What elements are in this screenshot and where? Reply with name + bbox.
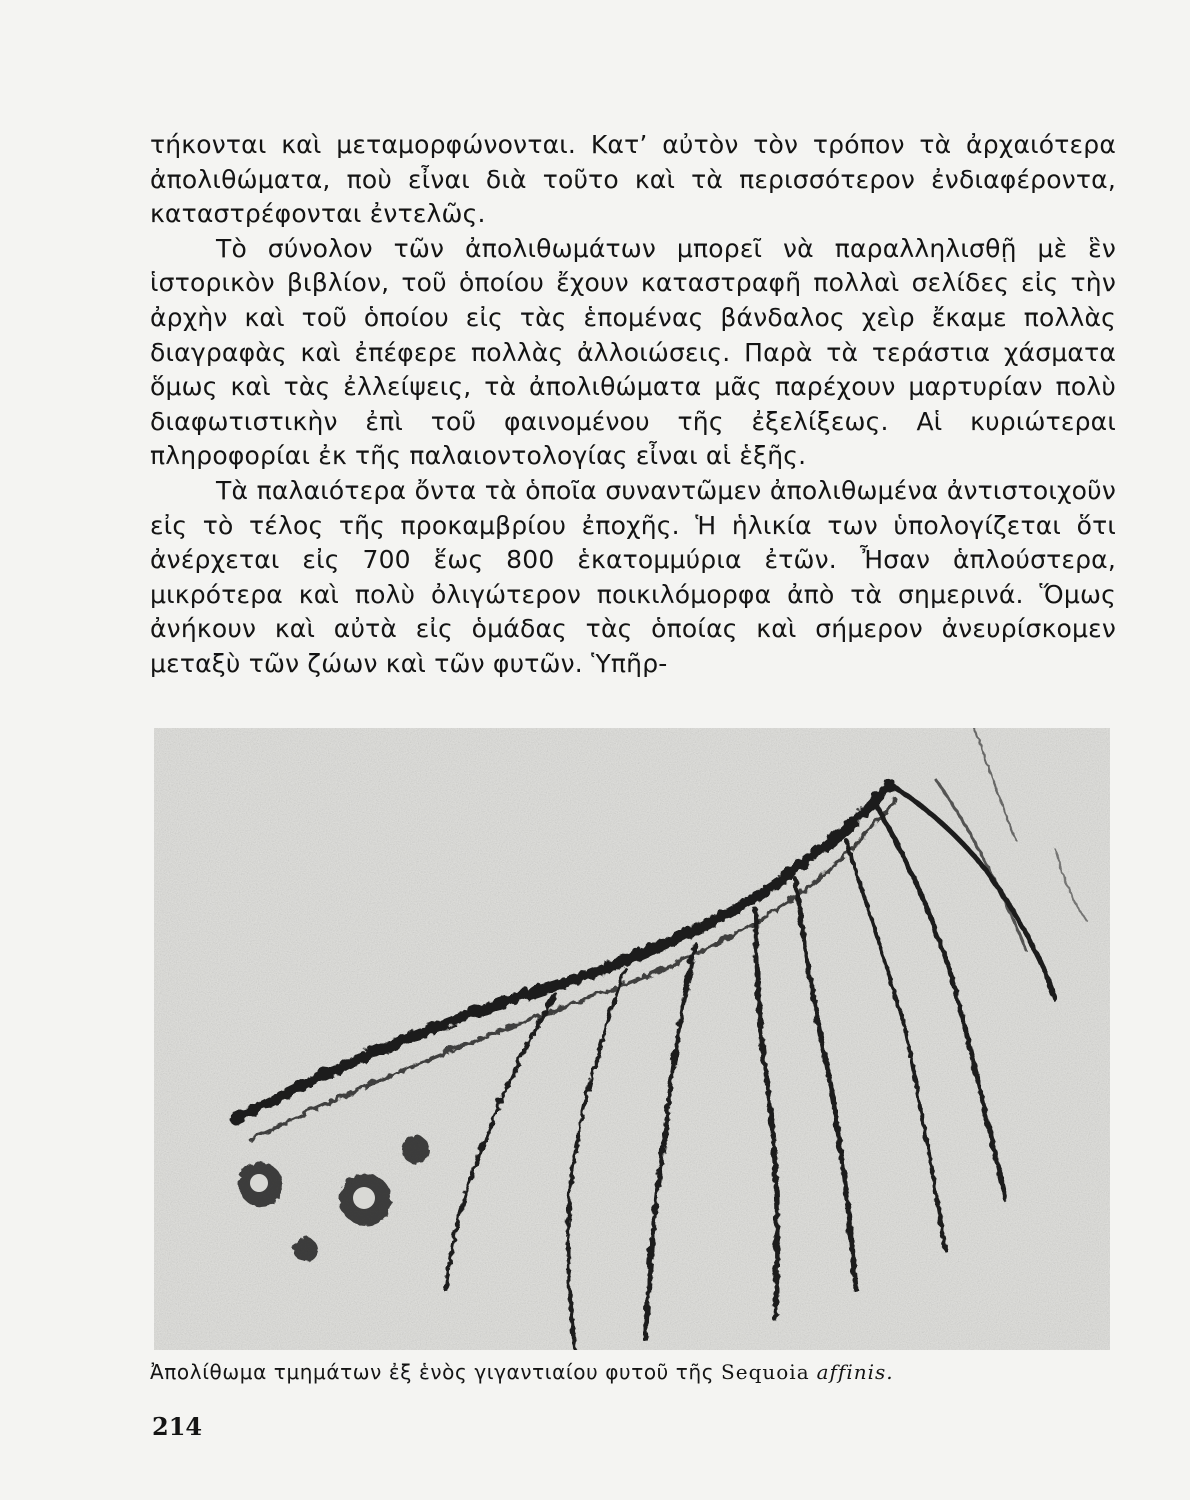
- paragraph-3: Τὰ παλαιότερα ὄντα τὰ ὁποῖα συναντῶμεν ἀπολιθωμένα ἀντιστοιχοῦν εἰς τὸ τέλος τῆς προκαμβρίου ἐποχῆς. Ἡ ἡλικία των ὑπολογίζεται ὅτι ἀνέρχεται εἰς 700 ἕως 800 ἑκατομμύρια ἐτῶν. Ἦσαν ἁπλούστερα, μικρότερα καὶ πολὺ ὀλιγώτερον ποικιλόμορφα ἀπὸ τὰ σημερινά. Ὅμως ἀνήκουν καὶ αὐτὰ εἰς ὁμάδας τὰς ὁποίας καὶ σήμερον ἀνευρίσκομεν μεταξὺ τῶν ζώων καὶ τῶν φυτῶν. Ὑπῆρ-: [150, 475, 1116, 678]
- fossil-sequoia-illustration: [154, 728, 1110, 1350]
- caption-species: affinis.: [816, 1360, 894, 1384]
- paragraph-2: Τὸ σύνολον τῶν ἀπολιθωμάτων μπορεῖ νὰ παραλληλισθῇ μὲ ἓν ἱστορικὸν βιβλίον, τοῦ ὁποίου ἔχουν καταστραφῆ πολλαὶ σελίδες εἰς τὴν ἀρχὴν καὶ τοῦ ὁποίου εἰς τὰς ἑπομένας βάνδαλος χεὶρ ἔκαμε πολλὰς διαγραφὰς καὶ ἐπέφερε πολλὰς ἀλλοιώσεις. Παρὰ τὰ τεράστια χάσματα ὅμως καὶ τὰς ἐλλείψεις, τὰ ἀπολιθώματα μᾶς παρέχουν μαρτυρίαν πολὺ διαφωτιστικὴν ἐπὶ τοῦ φαινομένου τῆς ἐξελίξεως. Αἱ κυριώτεραι πληροφορίαι ἐκ τῆς παλαιοντολογίας εἶναι αἱ ἑξῆς.: [150, 233, 1116, 471]
- caption-greek-text: Ἀπολίθωμα τμημάτων ἐξ ἑνὸς γιγαντιαίου φυτοῦ τῆς: [150, 1360, 715, 1384]
- figure-caption: [150, 1360, 1050, 1384]
- body-text: [150, 128, 1116, 682]
- fossil-photograph: [154, 728, 1110, 1350]
- page-number: 214: [152, 1412, 203, 1441]
- paragraph-1: τήκονται καὶ μεταμορφώνονται. Κατ’ αὐτὸν τὸν τρόπον τὰ ἀρχαιότερα ἀπολιθώματα, ποὺ εἶναι διὰ τοῦτο καὶ τὰ περισσότερον ἐνδιαφέροντα, καταστρέφονται ἐντελῶς.: [150, 130, 1116, 229]
- caption-genus: Sequoia: [721, 1360, 810, 1384]
